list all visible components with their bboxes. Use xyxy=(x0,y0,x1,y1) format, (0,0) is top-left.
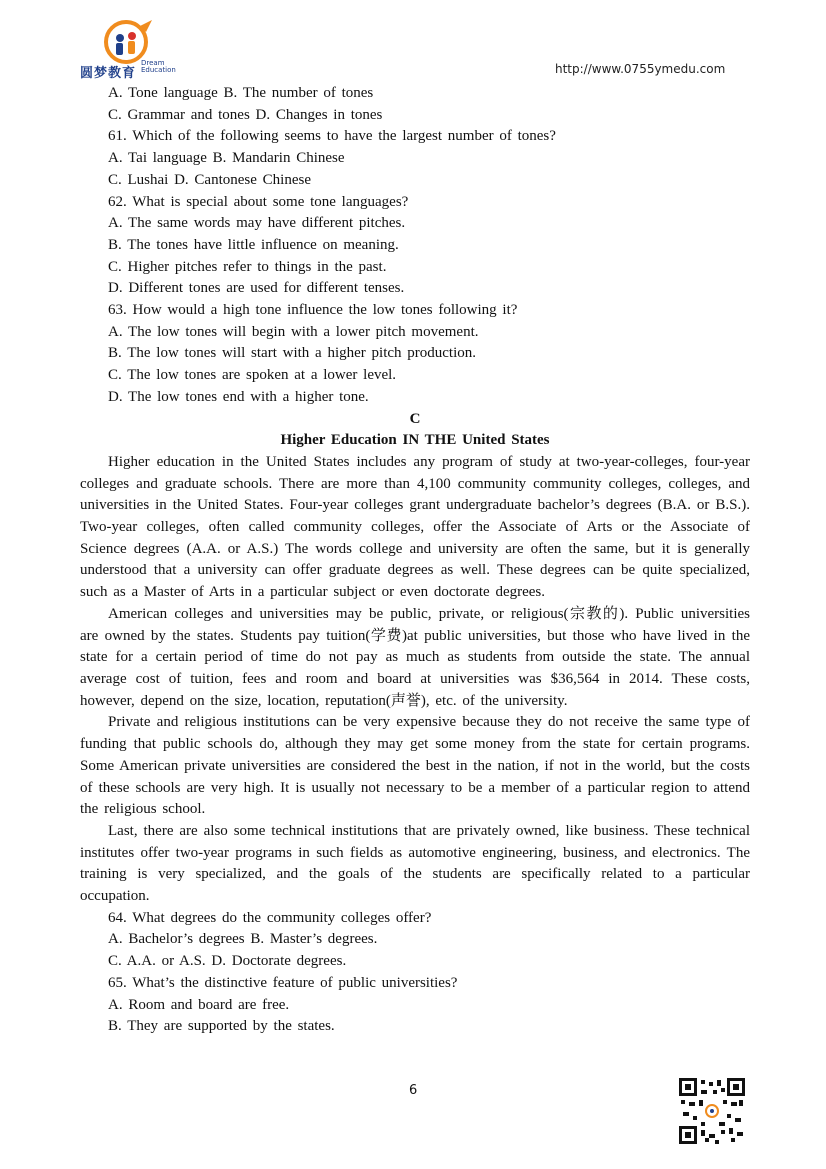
logo-text: 圆梦教育 xyxy=(80,66,137,81)
question-line: A. Tone language B. The number of tones xyxy=(108,85,374,101)
question-line: D. Different tones are used for different tenses. xyxy=(108,280,405,297)
question-line: A. The same words may have different pitches. xyxy=(108,215,406,232)
question-line: 63. How would a high tone influence the low tones following it? xyxy=(108,302,518,319)
question-line: B. The tones have little influence on meaning. xyxy=(108,236,399,253)
question-line: C. Lushai D. Cantonese Chinese xyxy=(108,171,311,188)
question-line: C. A.A. or A.S. D. Doctorate degrees. xyxy=(108,953,347,970)
passage-paragraph: Last, there are also some technical institutions that are privately owned, like business. These technical institutes offer two-year programs in such fields as automotive engineering, business, and electronics. The training is very specialized, and the goals of the students are specifically related to a particular occupation. xyxy=(80,822,750,905)
question-line: 62. What is special about some tone languages? xyxy=(108,193,409,210)
qr-code-icon[interactable] xyxy=(679,1078,745,1144)
passage-title: Higher Education IN THE United States xyxy=(280,432,550,449)
question-line: A. Room and board are free. xyxy=(108,996,290,1013)
question-line: A. Tai language B. Mandarin Chinese xyxy=(108,150,345,167)
question-line: D. The low tones end with a higher tone. xyxy=(108,388,369,405)
page-content xyxy=(80,83,750,1038)
passage-paragraph: Private and religious institutions can be very expensive because they do not receive the same type of funding that public schools do, although they may get some money from the state for certain programs. Some American private universities are considered the best in the nation, if not in the world, but the costs of these schools are very high. It is usually not necessary to be a member of a particular region to attend the religious school. xyxy=(80,714,750,818)
passage-paragraph: Higher education in the United States includes any program of study at two-year-colleges, four-year colleges and graduate schools. There are more than 4,100 community community colleges, colleges, and universities in the United States. Four-year colleges grant undergraduate bachelor’s degrees (B.A. or B.S.). Two-year colleges, often called community colleges, offer the Associate of Arts or the Associate of Science degrees (A.A. or A.S.) The words college and university are often the same, but it is generally understood that a university can offer graduate degrees as well. These degrees can be quite specialized, such as a Master of Arts in a particular subject or even doctorate degrees. xyxy=(80,453,750,601)
passage-paragraph: American colleges and universities may be public, private, or religious(宗教的). Public universities are owned by the states. Students pay tuition(学费)at public universities, but those who have lived in the state for a certain period of time do not pay as much as students from outside the state. The annual average cost of tuition, fees and room and board at universities was $36,564 in 2014. These costs, however, depend on the size, location, reputation(声誉), etc. of the university. xyxy=(80,605,750,709)
question-line: C. The low tones are spoken at a lower level. xyxy=(108,367,397,384)
header-url[interactable]: http://www.0755ymedu.com xyxy=(555,62,726,76)
question-line: 64. What degrees do the community colleges offer? xyxy=(108,909,432,926)
question-line: C. Grammar and tones D. Changes in tones xyxy=(108,106,383,123)
question-line: 65. What’s the distinctive feature of public universities? xyxy=(108,974,458,991)
question-line: 61. Which of the following seems to have the largest number of tones? xyxy=(108,128,556,145)
question-line: A. The low tones will begin with a lower pitch movement. xyxy=(108,323,479,340)
logo-subtitle: Dream Education xyxy=(141,59,176,74)
question-line: A. Bachelor’s degrees B. Master’s degrees. xyxy=(108,931,378,948)
question-line: B. They are supported by the states. xyxy=(108,1018,335,1035)
question-line: B. The low tones will start with a higher pitch production. xyxy=(108,345,477,362)
question-line: C. Higher pitches refer to things in the past. xyxy=(108,258,387,275)
page-number: 6 xyxy=(409,1083,418,1098)
section-letter: C xyxy=(409,410,421,427)
